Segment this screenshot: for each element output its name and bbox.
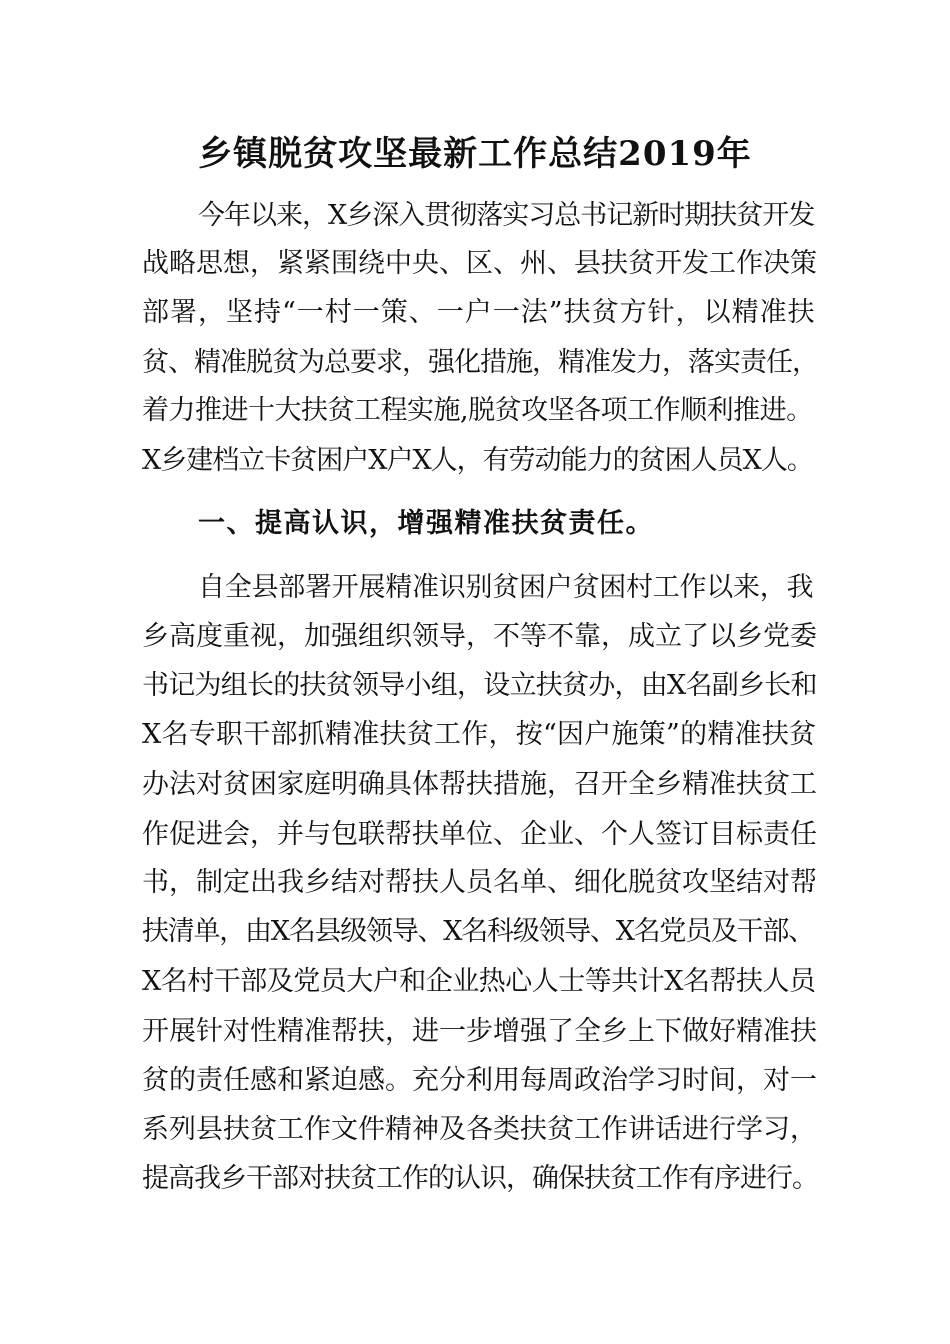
section1-line-7: 书，制定出我乡结对帮扶人员名单、细化脱贫攻坚结对帮 [142, 867, 817, 898]
section-heading-1: 一、提高认识，增强精准扶贫责任。 [198, 508, 654, 539]
section1-line-2: 乡高度重视，加强组织领导，不等不靠，成立了以乡党委 [142, 621, 817, 652]
intro-line-4: 贫、精准脱贫为总要求，强化措施，精准发力，落实责任， [142, 347, 818, 378]
document-title: 乡镇脱贫攻坚最新工作总结2019年 [198, 134, 752, 174]
section1-line-5: 办法对贫困家庭明确具体帮扶措施，召开全乡精准扶贫工 [142, 769, 817, 800]
section1-line-1: 自全县部署开展精准识别贫困户贫困村工作以来，我 [198, 572, 814, 603]
intro-line-2: 战略思想，紧紧围绕中央、区、州、县扶贫开发工作决策 [142, 248, 817, 279]
section1-line-13: 提高我乡干部对扶贫工作的认识，确保扶贫工作有序进行。 [142, 1163, 818, 1194]
intro-line-6: X乡建档立卡贫困户X户X人，有劳动能力的贫困人员X人。 [142, 445, 813, 476]
intro-line-3: 部署，坚持“一村一策、一户一法”扶贫方针，以精准扶 [142, 297, 816, 328]
section1-line-11: 贫的责任感和紧迫感。充分利用每周政治学习时间，对一 [142, 1065, 817, 1096]
intro-line-1: 今年以来，X乡深入贯彻落实习总书记新时期扶贫开发 [198, 200, 815, 231]
intro-line-5: 着力推进十大扶贫工程实施,脱贫攻坚各项工作顺利推进。 [142, 395, 813, 426]
section1-line-4: X名专职干部抓精准扶贫工作，按“因户施策”的精准扶贫 [142, 719, 817, 750]
section1-line-6: 作促进会，并与包联帮扶单位、企业、个人签订目标责任 [142, 819, 817, 850]
section1-line-10: 开展针对性精准帮扶，进一步增强了全乡上下做好精准扶 [142, 1016, 817, 1047]
section1-line-3: 书记为组长的扶贫领导小组，设立扶贫办，由X名副乡长和 [142, 670, 817, 701]
section1-line-12: 系列县扶贫工作文件精神及各类扶贫工作讲话进行学习， [142, 1114, 817, 1145]
section1-line-9: X名村干部及党员大户和企业热心人士等共计X名帮扶人员 [142, 966, 816, 997]
section1-line-8: 扶清单，由X名县级领导、X名科级领导、X名党员及干部、 [142, 916, 814, 947]
